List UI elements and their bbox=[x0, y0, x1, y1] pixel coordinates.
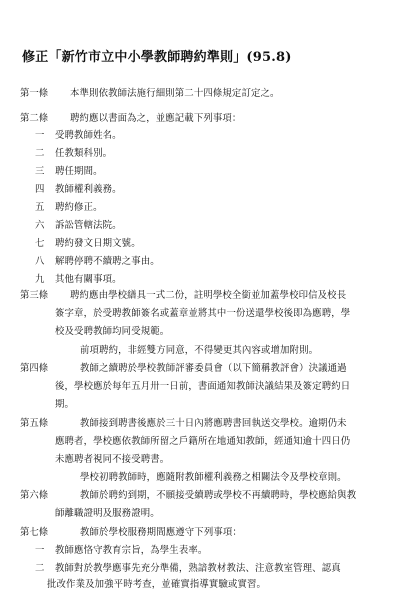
article-2-item-marker: 八 bbox=[35, 256, 45, 267]
article-1-label: 第一條 bbox=[20, 88, 49, 99]
article-4-text: 後，學校應於每年五月卅一日前，書面通知教師決議結果及簽定聘約日 bbox=[55, 381, 351, 392]
article-5-text: 應聘者，學校應依教師所留之戶籍所在地通知教師，經通知逾十四日仍 bbox=[55, 436, 351, 447]
article-2-item-text: 任教類科別。 bbox=[55, 148, 113, 159]
article-7-item-continuation: 批改作業及加強平時考查，並確實指導實驗或實習。 bbox=[47, 579, 267, 590]
article-6-label: 第六條 bbox=[20, 490, 49, 501]
article-3-label: 第三條 bbox=[20, 290, 49, 301]
article-3-text: 校及受聘教師均同受規範。 bbox=[55, 326, 170, 337]
article-4-text: 教師之續聘於學校教師評審委員會（以下簡稱教評會）決議通過 bbox=[80, 363, 347, 374]
article-7-item-text: 教師對於教學應事先充分準備，熟諳教材教法、注意教室管理、認真 bbox=[55, 563, 341, 574]
article-2-item-marker: 六 bbox=[35, 220, 45, 231]
article-2-item-marker: 九 bbox=[35, 274, 45, 285]
article-2-item-marker: 五 bbox=[35, 202, 45, 213]
article-4-text: 期。 bbox=[55, 399, 75, 410]
article-2-text: 聘約應以書面為之，並應記載下列事項： bbox=[70, 113, 242, 124]
document-title: 修正「新竹市立中小學教師聘約準則」(95.8) bbox=[22, 50, 292, 65]
article-2-item-text: 聘約修正。 bbox=[55, 202, 103, 213]
article-3-text: 聘約應由學校繕具一式二份，註明學校全銜並加蓋學校印信及校長 bbox=[70, 290, 347, 301]
article-6-text: 師離職證明及服務證明。 bbox=[55, 508, 160, 519]
article-7-item-marker: 一 bbox=[35, 545, 45, 556]
article-2-item-marker: 二 bbox=[35, 148, 45, 159]
article-7-text: 教師於學校服務期間應遵守下列事項： bbox=[80, 527, 242, 538]
article-2-item-marker: 一 bbox=[35, 130, 45, 141]
article-5-text: 教師接到聘書後應於三十日內將應聘書回執送交學校。逾期仍未 bbox=[80, 418, 347, 429]
article-1-text: 本準則依教師法施行細則第二十四條規定訂定之。 bbox=[70, 88, 280, 99]
article-2-item-text: 聘任期間。 bbox=[55, 166, 103, 177]
article-5-text: 未應聘者視同不接受聘書。 bbox=[55, 454, 170, 465]
article-5-label: 第五條 bbox=[20, 418, 49, 429]
article-3-text: 簽字章，於受聘教師簽名或蓋章並將其中一份送還學校後即為應聘，學 bbox=[55, 308, 351, 319]
article-2-item-marker: 四 bbox=[35, 184, 45, 195]
article-2-item-text: 聘約發文日期文號。 bbox=[55, 238, 141, 249]
article-2-item-text: 訴訟管轄法院。 bbox=[55, 220, 122, 231]
article-3-text: 前項聘約，非經雙方同意，不得變更其內容或增加附則。 bbox=[80, 345, 319, 356]
article-4-label: 第四條 bbox=[20, 363, 49, 374]
article-2-label: 第二條 bbox=[20, 113, 49, 124]
article-2-item-marker: 七 bbox=[35, 238, 45, 249]
article-2-item-text: 解聘停聘不續聘之事由。 bbox=[55, 256, 160, 267]
article-7-item-marker: 二 bbox=[35, 563, 45, 574]
article-2-item-text: 教師權利義務。 bbox=[55, 184, 122, 195]
article-5-text: 學校初聘教師時，應隨附教師權利義務之相關法令及學校章則。 bbox=[80, 472, 347, 483]
article-2-item-text: 其他有關事項。 bbox=[55, 274, 122, 285]
article-7-label: 第七條 bbox=[20, 527, 49, 538]
article-2-item-marker: 三 bbox=[35, 166, 45, 177]
article-7-item-text: 教師應恪守教育宗旨，為學生表率。 bbox=[55, 545, 208, 556]
article-2-item-text: 受聘教師姓名。 bbox=[55, 130, 122, 141]
article-6-text: 教師於聘約到期，不願接受續聘或學校不再續聘時，學校應給與教 bbox=[80, 490, 357, 501]
